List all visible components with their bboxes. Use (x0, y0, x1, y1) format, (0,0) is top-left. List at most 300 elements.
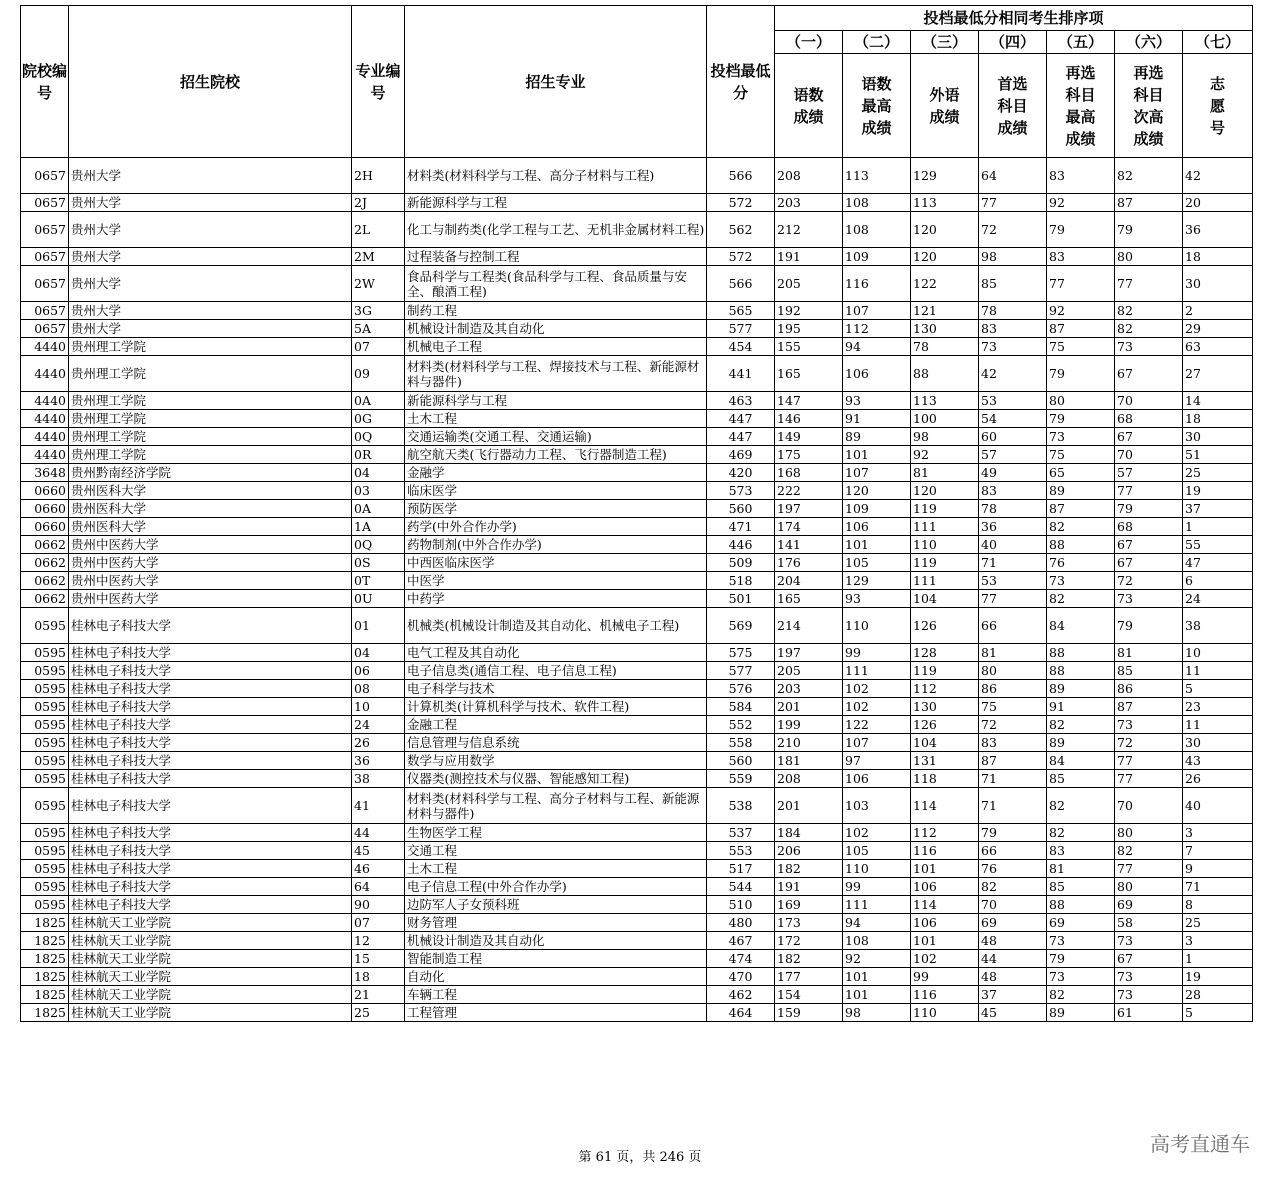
cell-sort-5: 91 (1047, 698, 1115, 716)
table-row (21, 680, 1253, 698)
cell-sort-3: 111 (911, 572, 979, 590)
cell-major-name: 材料类(材料科学与工程、高分子材料与工程、新能源材料与器件) (405, 788, 707, 824)
table-row (21, 536, 1253, 554)
cell-sort-4: 83 (979, 482, 1047, 500)
cell-sort-1: 205 (775, 266, 843, 302)
cell-min-score: 544 (707, 878, 775, 896)
cell-school-code: 1825 (21, 968, 69, 986)
cell-sort-5: 88 (1047, 644, 1115, 662)
cell-sort-3: 128 (911, 644, 979, 662)
table-row (21, 410, 1253, 428)
cell-sort-2: 93 (843, 590, 911, 608)
table-row (21, 590, 1253, 608)
cell-sort-2: 101 (843, 968, 911, 986)
cell-sort-7: 63 (1183, 338, 1253, 356)
cell-min-score: 560 (707, 500, 775, 518)
cell-school-code: 1825 (21, 932, 69, 950)
cell-major-code: 0A (352, 500, 405, 518)
cell-major-code: 64 (352, 878, 405, 896)
cell-sort-7: 24 (1183, 590, 1253, 608)
cell-school-name: 贵州中医药大学 (69, 572, 352, 590)
cell-sort-1: 201 (775, 698, 843, 716)
cell-major-name: 化工与制药类(化学工程与工艺、无机非金属材料工程) (405, 212, 707, 248)
cell-sort-4: 53 (979, 572, 1047, 590)
cell-major-name: 新能源科学与工程 (405, 194, 707, 212)
cell-sort-7: 7 (1183, 842, 1253, 860)
cell-sort-7: 3 (1183, 824, 1253, 842)
cell-sort-2: 92 (843, 950, 911, 968)
cell-major-name: 航空航天类(飞行器动力工程、飞行器制造工程) (405, 446, 707, 464)
cell-sort-1: 206 (775, 842, 843, 860)
cell-major-code: 0G (352, 410, 405, 428)
cell-major-code: 07 (352, 338, 405, 356)
cell-sort-2: 111 (843, 896, 911, 914)
cell-sort-6: 72 (1115, 572, 1183, 590)
page-footer: 第 61 页，共 246 页 (578, 1150, 702, 1165)
cell-school-code: 0595 (21, 698, 69, 716)
cell-major-name: 信息管理与信息系统 (405, 734, 707, 752)
table-row (21, 356, 1253, 392)
cell-sort-6: 77 (1115, 770, 1183, 788)
cell-sort-4: 98 (979, 248, 1047, 266)
cell-major-code: 41 (352, 788, 405, 824)
table-row (21, 554, 1253, 572)
cell-sort-1: 184 (775, 824, 843, 842)
cell-school-code: 0595 (21, 788, 69, 824)
cell-school-code: 0595 (21, 680, 69, 698)
cell-sort-2: 109 (843, 248, 911, 266)
cell-sort-1: 181 (775, 752, 843, 770)
cell-sort-5: 79 (1047, 212, 1115, 248)
cell-school-name: 桂林电子科技大学 (69, 608, 352, 644)
cell-sort-4: 80 (979, 662, 1047, 680)
header-sort-item: 外语成绩 (911, 54, 979, 158)
cell-sort-2: 102 (843, 698, 911, 716)
cell-sort-6: 82 (1115, 842, 1183, 860)
cell-sort-5: 82 (1047, 986, 1115, 1004)
cell-sort-2: 108 (843, 194, 911, 212)
cell-major-name: 金融学 (405, 464, 707, 482)
cell-school-code: 4440 (21, 338, 69, 356)
cell-school-name: 贵州理工学院 (69, 356, 352, 392)
cell-major-name: 仪器类(测控技术与仪器、智能感知工程) (405, 770, 707, 788)
cell-sort-3: 119 (911, 500, 979, 518)
cell-sort-5: 92 (1047, 194, 1115, 212)
cell-min-score: 573 (707, 482, 775, 500)
cell-sort-4: 72 (979, 212, 1047, 248)
table-row (21, 302, 1253, 320)
cell-school-name: 桂林电子科技大学 (69, 644, 352, 662)
cell-min-score: 552 (707, 716, 775, 734)
cell-sort-2: 106 (843, 356, 911, 392)
table-row (21, 392, 1253, 410)
cell-major-code: 26 (352, 734, 405, 752)
cell-major-code: 0R (352, 446, 405, 464)
cell-sort-6: 69 (1115, 896, 1183, 914)
cell-sort-3: 101 (911, 932, 979, 950)
cell-sort-7: 27 (1183, 356, 1253, 392)
cell-sort-3: 81 (911, 464, 979, 482)
cell-sort-3: 131 (911, 752, 979, 770)
cell-school-name: 桂林电子科技大学 (69, 842, 352, 860)
cell-school-code: 0595 (21, 770, 69, 788)
cell-sort-4: 66 (979, 608, 1047, 644)
cell-school-code: 0657 (21, 194, 69, 212)
table-body (21, 158, 1253, 1022)
cell-sort-6: 73 (1115, 968, 1183, 986)
table-row (21, 320, 1253, 338)
cell-sort-3: 99 (911, 968, 979, 986)
cell-sort-4: 37 (979, 986, 1047, 1004)
cell-major-name: 制药工程 (405, 302, 707, 320)
cell-sort-5: 85 (1047, 770, 1115, 788)
cell-sort-1: 165 (775, 356, 843, 392)
cell-sort-5: 84 (1047, 608, 1115, 644)
cell-major-code: 36 (352, 752, 405, 770)
cell-sort-5: 69 (1047, 914, 1115, 932)
cell-major-code: 44 (352, 824, 405, 842)
cell-sort-6: 86 (1115, 680, 1183, 698)
cell-sort-5: 73 (1047, 572, 1115, 590)
table-row (21, 986, 1253, 1004)
cell-sort-5: 82 (1047, 824, 1115, 842)
cell-sort-6: 79 (1115, 212, 1183, 248)
cell-sort-7: 11 (1183, 716, 1253, 734)
cell-min-score: 474 (707, 950, 775, 968)
cell-school-name: 桂林电子科技大学 (69, 662, 352, 680)
cell-sort-3: 121 (911, 302, 979, 320)
cell-major-code: 07 (352, 914, 405, 932)
table-row (21, 860, 1253, 878)
cell-school-name: 桂林电子科技大学 (69, 752, 352, 770)
cell-min-score: 467 (707, 932, 775, 950)
cell-sort-5: 88 (1047, 536, 1115, 554)
cell-sort-6: 79 (1115, 608, 1183, 644)
cell-school-code: 0595 (21, 860, 69, 878)
cell-sort-4: 66 (979, 842, 1047, 860)
cell-major-code: 45 (352, 842, 405, 860)
header-min-score: 投档最低分 (707, 6, 775, 158)
cell-sort-1: 168 (775, 464, 843, 482)
cell-major-name: 生物医学工程 (405, 824, 707, 842)
cell-sort-3: 78 (911, 338, 979, 356)
cell-sort-7: 9 (1183, 860, 1253, 878)
cell-sort-1: 147 (775, 392, 843, 410)
cell-sort-6: 73 (1115, 716, 1183, 734)
cell-school-name: 桂林电子科技大学 (69, 860, 352, 878)
cell-sort-3: 118 (911, 770, 979, 788)
cell-sort-6: 82 (1115, 320, 1183, 338)
cell-major-name: 过程装备与控制工程 (405, 248, 707, 266)
cell-school-code: 0595 (21, 842, 69, 860)
cell-sort-3: 111 (911, 518, 979, 536)
cell-sort-2: 102 (843, 824, 911, 842)
table-row (21, 716, 1253, 734)
watermark: 高考直通车 (1150, 1132, 1250, 1156)
cell-sort-1: 182 (775, 950, 843, 968)
cell-school-code: 0662 (21, 554, 69, 572)
cell-sort-6: 73 (1115, 986, 1183, 1004)
cell-sort-6: 61 (1115, 1004, 1183, 1022)
cell-sort-4: 72 (979, 716, 1047, 734)
cell-sort-1: 197 (775, 500, 843, 518)
cell-school-name: 桂林航天工业学院 (69, 986, 352, 1004)
cell-major-code: 2J (352, 194, 405, 212)
cell-sort-7: 30 (1183, 734, 1253, 752)
table-row (21, 500, 1253, 518)
cell-sort-6: 73 (1115, 338, 1183, 356)
cell-school-code: 0660 (21, 518, 69, 536)
table-row (21, 212, 1253, 248)
cell-school-name: 贵州大学 (69, 248, 352, 266)
cell-sort-3: 120 (911, 212, 979, 248)
cell-school-code: 0660 (21, 482, 69, 500)
cell-sort-7: 14 (1183, 392, 1253, 410)
cell-sort-2: 110 (843, 860, 911, 878)
cell-sort-7: 2 (1183, 302, 1253, 320)
table-row (21, 482, 1253, 500)
cell-sort-1: 159 (775, 1004, 843, 1022)
cell-sort-5: 82 (1047, 590, 1115, 608)
cell-sort-7: 30 (1183, 266, 1253, 302)
cell-sort-5: 83 (1047, 842, 1115, 860)
cell-major-code: 46 (352, 860, 405, 878)
cell-major-name: 财务管理 (405, 914, 707, 932)
cell-school-name: 贵州理工学院 (69, 338, 352, 356)
cell-sort-5: 73 (1047, 968, 1115, 986)
cell-sort-6: 67 (1115, 950, 1183, 968)
cell-major-name: 食品科学与工程类(食品科学与工程、食品质量与安全、酿酒工程) (405, 266, 707, 302)
cell-sort-4: 77 (979, 194, 1047, 212)
cell-school-name: 贵州中医药大学 (69, 554, 352, 572)
cell-sort-6: 68 (1115, 410, 1183, 428)
cell-major-name: 土木工程 (405, 410, 707, 428)
cell-school-name: 桂林航天工业学院 (69, 1004, 352, 1022)
cell-school-code: 4440 (21, 446, 69, 464)
cell-sort-3: 130 (911, 320, 979, 338)
cell-min-score: 463 (707, 392, 775, 410)
cell-sort-1: 208 (775, 770, 843, 788)
cell-major-name: 新能源科学与工程 (405, 392, 707, 410)
cell-sort-1: 173 (775, 914, 843, 932)
cell-school-name: 贵州理工学院 (69, 428, 352, 446)
cell-sort-2: 105 (843, 554, 911, 572)
cell-sort-1: 197 (775, 644, 843, 662)
cell-min-score: 480 (707, 914, 775, 932)
cell-sort-7: 1 (1183, 950, 1253, 968)
cell-min-score: 559 (707, 770, 775, 788)
header-school-name: 招生院校 (69, 6, 352, 158)
table-row (21, 608, 1253, 644)
cell-sort-5: 79 (1047, 356, 1115, 392)
cell-major-code: 0S (352, 554, 405, 572)
cell-sort-5: 89 (1047, 680, 1115, 698)
cell-sort-1: 191 (775, 248, 843, 266)
cell-school-name: 桂林航天工业学院 (69, 914, 352, 932)
cell-sort-2: 129 (843, 572, 911, 590)
cell-sort-5: 88 (1047, 896, 1115, 914)
cell-sort-4: 71 (979, 770, 1047, 788)
cell-sort-5: 73 (1047, 932, 1115, 950)
cell-school-name: 贵州大学 (69, 320, 352, 338)
cell-sort-7: 28 (1183, 986, 1253, 1004)
cell-min-score: 446 (707, 536, 775, 554)
cell-sort-7: 25 (1183, 464, 1253, 482)
cell-sort-7: 40 (1183, 788, 1253, 824)
cell-sort-3: 129 (911, 158, 979, 194)
cell-school-name: 贵州黔南经济学院 (69, 464, 352, 482)
cell-sort-2: 101 (843, 446, 911, 464)
cell-school-name: 贵州大学 (69, 212, 352, 248)
cell-sort-7: 42 (1183, 158, 1253, 194)
cell-sort-2: 94 (843, 914, 911, 932)
cell-sort-6: 79 (1115, 500, 1183, 518)
cell-major-name: 机械设计制造及其自动化 (405, 932, 707, 950)
cell-school-name: 贵州中医药大学 (69, 590, 352, 608)
cell-sort-5: 76 (1047, 554, 1115, 572)
cell-major-name: 数学与应用数学 (405, 752, 707, 770)
cell-school-code: 0595 (21, 662, 69, 680)
cell-sort-7: 3 (1183, 932, 1253, 950)
cell-sort-2: 101 (843, 986, 911, 1004)
cell-major-code: 18 (352, 968, 405, 986)
cell-major-code: 38 (352, 770, 405, 788)
cell-sort-6: 73 (1115, 932, 1183, 950)
cell-sort-5: 82 (1047, 788, 1115, 824)
cell-major-name: 临床医学 (405, 482, 707, 500)
cell-sort-3: 92 (911, 446, 979, 464)
cell-sort-4: 83 (979, 320, 1047, 338)
table-row (21, 572, 1253, 590)
cell-major-code: 04 (352, 464, 405, 482)
cell-sort-1: 199 (775, 716, 843, 734)
cell-sort-4: 64 (979, 158, 1047, 194)
cell-sort-4: 69 (979, 914, 1047, 932)
cell-sort-7: 19 (1183, 968, 1253, 986)
cell-major-code: 21 (352, 986, 405, 1004)
cell-sort-1: 182 (775, 860, 843, 878)
cell-sort-2: 99 (843, 878, 911, 896)
header-sort-number: （七） (1183, 31, 1253, 54)
cell-sort-7: 20 (1183, 194, 1253, 212)
cell-sort-7: 71 (1183, 878, 1253, 896)
cell-sort-2: 107 (843, 302, 911, 320)
cell-sort-7: 5 (1183, 1004, 1253, 1022)
cell-school-name: 贵州理工学院 (69, 410, 352, 428)
cell-sort-1: 210 (775, 734, 843, 752)
cell-min-score: 470 (707, 968, 775, 986)
cell-sort-3: 122 (911, 266, 979, 302)
cell-sort-2: 107 (843, 464, 911, 482)
cell-sort-5: 80 (1047, 392, 1115, 410)
cell-sort-5: 83 (1047, 158, 1115, 194)
cell-sort-4: 78 (979, 302, 1047, 320)
cell-min-score: 572 (707, 194, 775, 212)
cell-sort-3: 101 (911, 860, 979, 878)
cell-school-name: 贵州理工学院 (69, 446, 352, 464)
cell-sort-5: 81 (1047, 860, 1115, 878)
header-sort-item: 志愿号 (1183, 54, 1253, 158)
cell-sort-6: 80 (1115, 824, 1183, 842)
cell-sort-2: 91 (843, 410, 911, 428)
cell-school-code: 0657 (21, 320, 69, 338)
cell-sort-4: 83 (979, 734, 1047, 752)
cell-sort-1: 169 (775, 896, 843, 914)
cell-sort-4: 85 (979, 266, 1047, 302)
cell-sort-2: 116 (843, 266, 911, 302)
cell-sort-7: 47 (1183, 554, 1253, 572)
cell-sort-2: 94 (843, 338, 911, 356)
cell-sort-1: 155 (775, 338, 843, 356)
cell-min-score: 509 (707, 554, 775, 572)
cell-school-name: 贵州大学 (69, 194, 352, 212)
cell-school-name: 桂林电子科技大学 (69, 878, 352, 896)
cell-sort-7: 8 (1183, 896, 1253, 914)
cell-major-name: 机械设计制造及其自动化 (405, 320, 707, 338)
cell-sort-3: 106 (911, 878, 979, 896)
cell-major-code: 24 (352, 716, 405, 734)
cell-sort-2: 108 (843, 932, 911, 950)
cell-sort-4: 54 (979, 410, 1047, 428)
cell-school-name: 贵州大学 (69, 302, 352, 320)
cell-sort-4: 48 (979, 968, 1047, 986)
cell-sort-1: 205 (775, 662, 843, 680)
cell-sort-7: 25 (1183, 914, 1253, 932)
cell-sort-3: 100 (911, 410, 979, 428)
cell-sort-4: 73 (979, 338, 1047, 356)
cell-sort-2: 89 (843, 428, 911, 446)
cell-sort-4: 87 (979, 752, 1047, 770)
cell-sort-5: 92 (1047, 302, 1115, 320)
cell-sort-5: 79 (1047, 410, 1115, 428)
header-sort-number: （三） (911, 31, 979, 54)
cell-min-score: 537 (707, 824, 775, 842)
cell-sort-7: 18 (1183, 248, 1253, 266)
cell-sort-2: 106 (843, 518, 911, 536)
cell-school-name: 贵州医科大学 (69, 518, 352, 536)
cell-sort-1: 154 (775, 986, 843, 1004)
cell-sort-6: 77 (1115, 752, 1183, 770)
cell-sort-5: 89 (1047, 482, 1115, 500)
cell-sort-7: 1 (1183, 518, 1253, 536)
cell-sort-2: 120 (843, 482, 911, 500)
cell-school-code: 1825 (21, 950, 69, 968)
cell-major-name: 车辆工程 (405, 986, 707, 1004)
cell-sort-4: 48 (979, 932, 1047, 950)
cell-school-name: 桂林航天工业学院 (69, 932, 352, 950)
cell-major-name: 机械类(机械设计制造及其自动化、机械电子工程) (405, 608, 707, 644)
admission-table (20, 5, 1253, 1022)
cell-sort-2: 97 (843, 752, 911, 770)
table-row (21, 446, 1253, 464)
table-row (21, 770, 1253, 788)
cell-sort-5: 87 (1047, 320, 1115, 338)
cell-min-score: 441 (707, 356, 775, 392)
cell-sort-6: 87 (1115, 698, 1183, 716)
cell-school-code: 1825 (21, 914, 69, 932)
cell-school-name: 桂林电子科技大学 (69, 698, 352, 716)
cell-sort-2: 106 (843, 770, 911, 788)
cell-major-code: 15 (352, 950, 405, 968)
cell-sort-1: 165 (775, 590, 843, 608)
cell-school-code: 4440 (21, 428, 69, 446)
cell-sort-2: 105 (843, 842, 911, 860)
cell-sort-6: 80 (1115, 248, 1183, 266)
cell-min-score: 577 (707, 320, 775, 338)
cell-sort-7: 26 (1183, 770, 1253, 788)
cell-sort-5: 73 (1047, 428, 1115, 446)
cell-major-code: 01 (352, 608, 405, 644)
